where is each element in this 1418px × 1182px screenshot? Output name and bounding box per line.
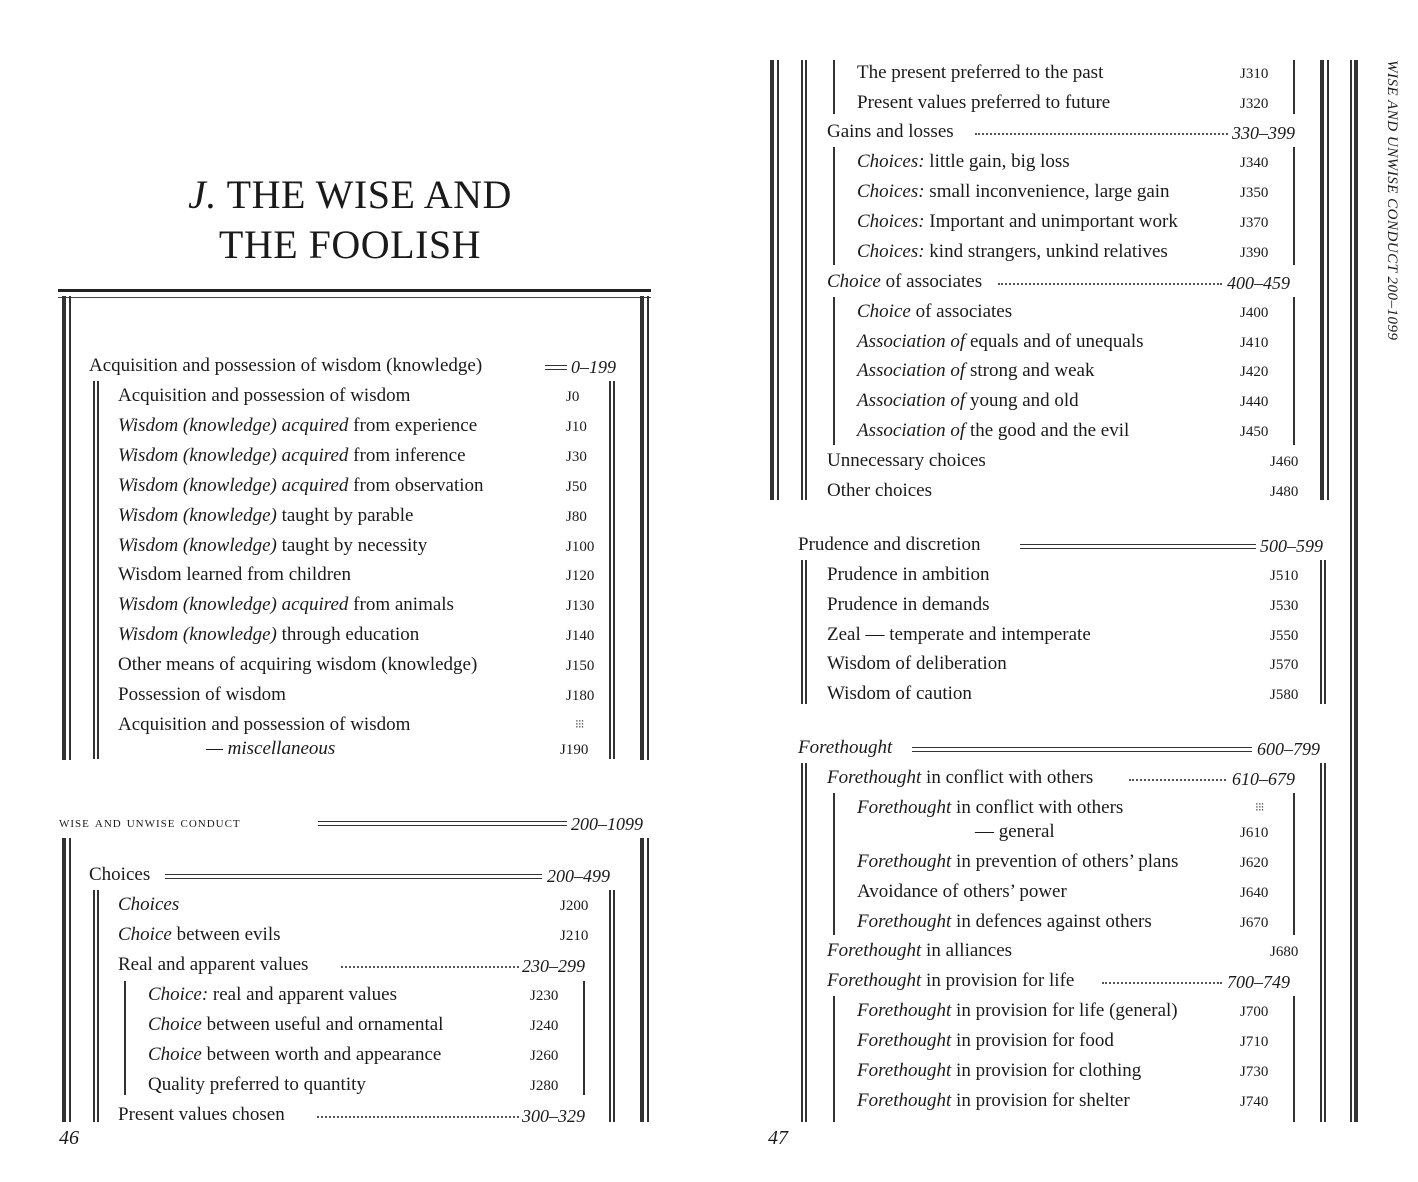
item-code: J410 <box>1240 334 1269 351</box>
subsection-associates <box>827 270 982 294</box>
section-range: 500–599 <box>1260 536 1323 556</box>
section-range: 400–459 <box>1227 273 1290 293</box>
item-code: J680 <box>1270 944 1299 960</box>
bracket-left <box>833 297 835 445</box>
item-code: J610 <box>1240 825 1269 841</box>
list-item <box>118 623 419 647</box>
section-header-prudence: Prudence and discretion <box>798 534 981 555</box>
em-text: Choice <box>857 301 911 322</box>
em-text: Choices <box>118 894 180 915</box>
bracket-right <box>609 381 615 759</box>
item-code: J530 <box>1270 597 1299 614</box>
list-item <box>857 91 1110 115</box>
item-code: J640 <box>1240 885 1269 901</box>
item-code: J190 <box>560 742 589 758</box>
label-text: Prudence in demands <box>827 593 990 615</box>
label-text: in provision for life (general) <box>951 1000 1178 1021</box>
em-text: Choice <box>827 271 881 292</box>
dot-leader <box>317 1116 519 1118</box>
em-text: Wisdom (knowledge) acquired <box>118 444 349 466</box>
label-text: equals and of unequals <box>965 330 1144 352</box>
label-text: Possession of wisdom <box>118 684 286 705</box>
frame-left-r1 <box>770 60 779 500</box>
em-text: Choice <box>148 1014 202 1035</box>
list-item <box>148 1043 441 1067</box>
item-code: J740 <box>1240 1094 1269 1110</box>
em-text: Forethought <box>857 911 952 932</box>
label-text: in provision for clothing <box>951 1060 1142 1081</box>
section-header-acquisition: Acquisition and possession of wisdom (knowledge) <box>89 355 483 376</box>
label-text: Wisdom of deliberation <box>827 653 1007 675</box>
list-item <box>827 682 972 706</box>
item-code: J10 <box>566 418 587 435</box>
bracket-right <box>1293 996 1295 1122</box>
list-item <box>857 880 1067 904</box>
item-code: J200 <box>560 898 589 914</box>
item-code: J100 <box>566 538 595 555</box>
bracket-left <box>93 381 99 759</box>
item-code: J230 <box>530 988 559 1004</box>
em-text: Wisdom (knowledge) acquired <box>118 474 349 496</box>
list-item <box>118 444 466 468</box>
item-code: J700 <box>1240 1004 1269 1020</box>
item-code: J80 <box>566 508 587 525</box>
list-item <box>827 623 1091 647</box>
label-text: Zeal — temperate and intemperate <box>827 623 1091 645</box>
item-code: J580 <box>1270 687 1299 704</box>
item-code: J420 <box>1240 364 1269 381</box>
em-text: Forethought <box>857 1060 952 1081</box>
item-code: J180 <box>566 688 595 704</box>
item-code: J50 <box>566 478 587 495</box>
list-item <box>857 359 1094 383</box>
section-range: 610–679 <box>1232 769 1295 789</box>
label-text: Prudence in ambition <box>827 564 990 585</box>
label-text: Unnecessary choices <box>827 450 986 471</box>
item-code: J210 <box>560 928 589 944</box>
subsection-gains: Gains and losses <box>827 121 954 142</box>
label-text: in conflict with others <box>951 797 1124 818</box>
em-text: Association of <box>857 360 966 382</box>
em-text: Wisdom (knowledge) acquired <box>118 594 349 616</box>
list-item <box>148 983 397 1007</box>
item-code: J510 <box>1270 568 1299 584</box>
item-code: J140 <box>566 628 595 645</box>
list-item <box>118 384 410 408</box>
label-text: between worth and appearance <box>201 1044 442 1065</box>
list-item <box>857 180 1170 204</box>
item-code: J340 <box>1240 155 1269 171</box>
em-text: Forethought <box>857 797 952 818</box>
label-text: Other choices <box>827 480 932 501</box>
em-text: Forethought <box>827 970 922 991</box>
label-text: of associates <box>880 271 983 292</box>
running-head-text: WISE AND UNWISE CONDUCT 200–1099 <box>1384 60 1400 341</box>
double-leader <box>912 747 1252 752</box>
bracket-right <box>1293 793 1295 935</box>
label-text: young and old <box>965 390 1079 412</box>
list-item <box>118 923 281 947</box>
forethought-label: Forethought <box>798 737 893 758</box>
dot-leader <box>1102 982 1222 984</box>
item-code: J320 <box>1240 95 1269 112</box>
item-code: J460 <box>1270 454 1299 470</box>
double-leader <box>545 365 567 370</box>
label-text: Wisdom of caution <box>827 683 972 705</box>
list-item <box>118 534 427 558</box>
item-code: J350 <box>1240 185 1269 201</box>
list-item <box>118 474 484 498</box>
section-range: 200–499 <box>547 866 610 886</box>
title-rule <box>58 289 651 298</box>
bracket-left <box>833 60 835 114</box>
bracket-left <box>801 560 807 704</box>
label-text: in conflict with others <box>921 767 1094 788</box>
list-item-conflict-general <box>857 796 1123 820</box>
label-text: in provision for shelter <box>951 1090 1130 1111</box>
chapter-letter: J. <box>188 172 217 217</box>
dot-leader <box>998 283 1222 285</box>
em-text: Choice <box>118 924 172 945</box>
label-text: the good and the evil <box>965 419 1130 441</box>
bracket-left <box>801 60 807 500</box>
label-text: little gain, big loss <box>924 151 1070 172</box>
label-text: Acquisition and possession of wisdom <box>118 385 411 406</box>
item-code: J370 <box>1240 215 1269 231</box>
em-text: Association of <box>857 330 966 352</box>
frame-left-b <box>62 838 71 1122</box>
page-number-right: 47 <box>768 1127 788 1149</box>
list-item <box>857 999 1178 1023</box>
double-leader <box>1020 544 1256 549</box>
section-range: 600–799 <box>1257 739 1320 759</box>
list-item <box>857 330 1144 354</box>
subsection-provision <box>827 969 1074 993</box>
list-item <box>148 1013 443 1037</box>
em-text: Wisdom (knowledge) acquired <box>118 414 349 436</box>
item-code: J150 <box>566 658 595 675</box>
section-range: 700–749 <box>1227 972 1290 992</box>
em-text: Wisdom (knowledge) <box>118 534 277 556</box>
list-item-conflict-general-sub: — general <box>975 821 1055 842</box>
label-text: in alliances <box>921 940 1013 961</box>
item-code: J450 <box>1240 423 1269 440</box>
double-leader <box>318 821 567 826</box>
section-range: 0–199 <box>571 357 616 377</box>
section-range: 300–329 <box>522 1106 585 1126</box>
em-text: Choice: <box>148 984 209 1005</box>
list-item-misc-sub: — miscellaneous <box>206 738 336 759</box>
bracket-right <box>583 981 585 1095</box>
em-text: Forethought <box>857 1000 952 1021</box>
em-text: Forethought <box>857 1030 952 1051</box>
list-item <box>857 850 1178 874</box>
bracket-right <box>1293 60 1295 114</box>
label-text: in provision for life <box>921 970 1075 991</box>
list-item <box>827 593 990 617</box>
label-text: from inference <box>348 444 466 466</box>
list-item <box>118 893 179 917</box>
dot-leader <box>341 966 519 968</box>
bracket-left <box>93 890 99 1122</box>
item-code: J280 <box>530 1078 559 1094</box>
bracket-left <box>833 996 835 1122</box>
item-code: J730 <box>1240 1064 1269 1080</box>
running-head <box>1378 60 1408 390</box>
list-item <box>118 683 286 707</box>
item-code: J310 <box>1240 66 1269 82</box>
double-leader <box>165 874 542 879</box>
label-text: taught by parable <box>276 504 414 526</box>
bracket-left <box>124 981 126 1095</box>
list-item <box>857 240 1168 264</box>
section-range: 230–299 <box>522 956 585 976</box>
label-text: between evils <box>171 924 281 945</box>
label-text: strong and weak <box>965 360 1095 382</box>
frame-right-a <box>640 296 649 760</box>
chapter-title <box>120 170 580 270</box>
label-text: kind strangers, unkind relatives <box>924 241 1168 262</box>
list-item <box>857 61 1103 85</box>
frame-right-b <box>640 838 649 1122</box>
item-code: J0 <box>566 389 580 405</box>
bracket-right <box>1320 763 1326 1122</box>
list-item <box>857 389 1079 413</box>
label-text: of associates <box>910 301 1013 322</box>
em-text: Forethought <box>827 767 922 788</box>
chapter-title-line2: THE FOOLISH <box>218 222 482 267</box>
bracket-right <box>609 890 615 1122</box>
item-code: J440 <box>1240 394 1269 411</box>
em-text: Wisdom (knowledge) <box>118 624 277 646</box>
dot-leader <box>1129 779 1226 781</box>
label-text: from animals <box>348 594 454 616</box>
label-text: between useful and ornamental <box>201 1014 444 1035</box>
frame-right-r1 <box>1320 60 1329 500</box>
continuation-marker: ⁝⁝⁝ <box>575 717 584 731</box>
frame-outer-right <box>1350 60 1358 1122</box>
label-text: Present values preferred to future <box>857 91 1111 113</box>
list-item <box>827 652 1007 676</box>
item-code: J550 <box>1270 627 1299 644</box>
item-code: J30 <box>566 448 587 465</box>
frame-left-a <box>62 296 71 760</box>
list-item <box>118 593 454 617</box>
label-text: small inconvenience, large gain <box>924 181 1170 202</box>
list-item <box>118 563 351 587</box>
label-text: The present preferred to the past <box>857 62 1104 83</box>
section-header-conduct: wise and unwise conduct <box>59 814 241 831</box>
chapter-title-line1: THE WISE AND <box>226 172 512 217</box>
em-text: Forethought <box>857 1090 952 1111</box>
label-text: Avoidance of others’ power <box>857 881 1067 902</box>
label-text: real and apparent values <box>208 984 398 1005</box>
label-text: from observation <box>348 474 484 496</box>
section-header-forethought <box>798 736 892 760</box>
list-item <box>857 1059 1141 1083</box>
list-item <box>118 414 477 438</box>
bracket-left <box>801 763 807 1122</box>
item-code: J620 <box>1240 855 1269 871</box>
item-code: J670 <box>1240 915 1269 931</box>
list-item <box>857 419 1129 443</box>
list-item-alliances <box>827 939 1012 963</box>
section-range: 200–1099 <box>571 814 643 834</box>
subsection-real-apparent: Real and apparent values <box>118 954 309 975</box>
list-item <box>148 1073 366 1097</box>
label-text: Quality preferred to quantity <box>148 1074 366 1095</box>
label-text: in provision for food <box>951 1030 1114 1051</box>
bracket-right <box>1293 147 1295 265</box>
em-text: Choice <box>148 1044 202 1065</box>
label-text: through education <box>276 624 420 646</box>
subsection-conflict <box>827 766 1093 790</box>
label-text: Important and unimportant work <box>924 211 1178 232</box>
list-item <box>857 300 1012 324</box>
list-item <box>118 653 477 677</box>
item-code: J400 <box>1240 305 1269 321</box>
label-text: in defences against others <box>951 911 1152 932</box>
list-item <box>857 1029 1114 1053</box>
em-text: Choices: <box>857 241 925 262</box>
dot-leader <box>975 133 1228 135</box>
list-item <box>118 504 413 528</box>
bracket-left <box>833 147 835 265</box>
section-range: 330–399 <box>1232 123 1295 143</box>
list-item-misc: Acquisition and possession of wisdom <box>118 714 411 735</box>
list-item <box>827 479 932 503</box>
item-code: J120 <box>566 568 595 585</box>
subsection-choices: Choices <box>89 864 151 885</box>
list-item <box>857 910 1152 934</box>
subsection-present-values: Present values chosen <box>118 1104 285 1125</box>
item-code: J240 <box>530 1018 559 1034</box>
list-item <box>857 210 1178 234</box>
item-code: J480 <box>1270 484 1299 500</box>
label-text: Wisdom learned from children <box>118 564 351 586</box>
continuation-marker: ⁝⁝⁝ <box>1255 800 1264 814</box>
em-text: Forethought <box>857 851 952 872</box>
label-text: from experience <box>348 414 478 436</box>
bracket-right <box>1293 297 1295 445</box>
em-text: Association of <box>857 390 966 412</box>
em-text: Wisdom (knowledge) <box>118 504 277 526</box>
em-text: Choices: <box>857 211 925 232</box>
page-number-left: 46 <box>59 1127 79 1149</box>
item-code: J390 <box>1240 245 1269 261</box>
label-text: in prevention of others’ plans <box>951 851 1179 872</box>
em-text: Choices: <box>857 181 925 202</box>
item-code: J130 <box>566 598 595 615</box>
em-text: Association of <box>857 419 966 441</box>
em-text: Choices: <box>857 151 925 172</box>
label-text: Other means of acquiring wisdom (knowledge) <box>118 654 478 676</box>
bracket-left <box>833 793 835 935</box>
label-text: taught by necessity <box>276 534 428 556</box>
list-item <box>857 1089 1130 1113</box>
list-item <box>857 150 1070 174</box>
list-item <box>827 449 986 473</box>
bracket-right <box>1320 560 1326 704</box>
em-text: Forethought <box>827 940 922 961</box>
item-code: J710 <box>1240 1034 1269 1050</box>
item-code: J260 <box>530 1048 559 1064</box>
list-item <box>827 563 990 587</box>
item-code: J570 <box>1270 657 1299 674</box>
